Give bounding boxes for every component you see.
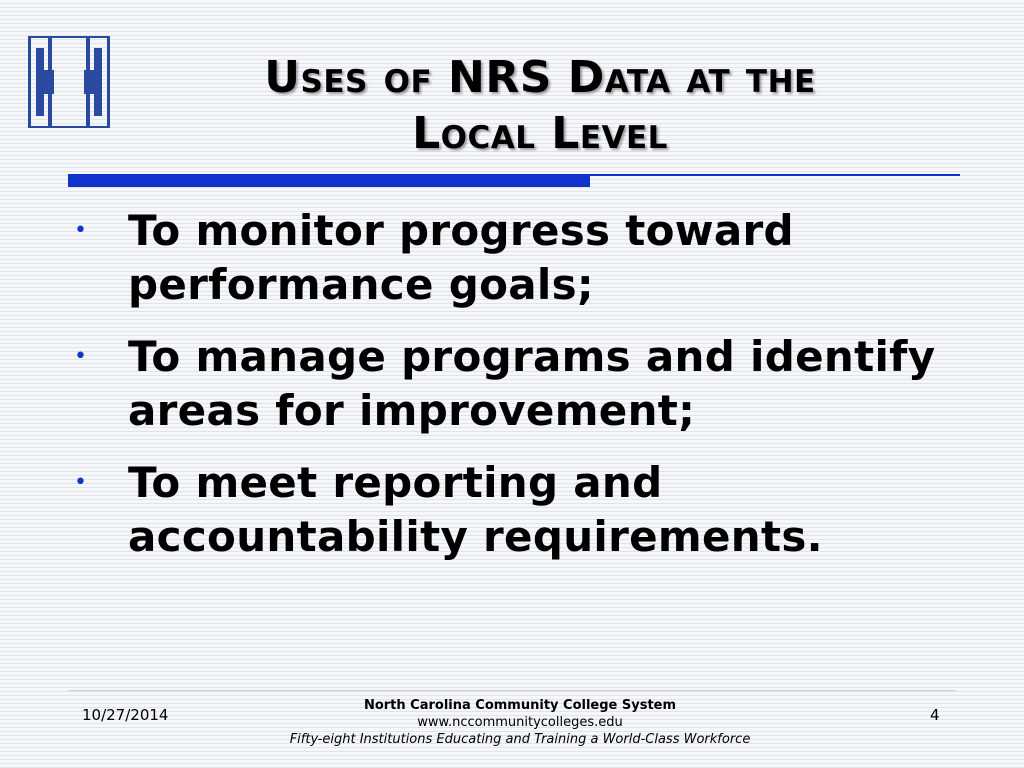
bullet-item <box>74 330 974 438</box>
bullet-item <box>74 204 974 312</box>
slide-title <box>150 50 930 162</box>
title-rule-thin <box>590 174 960 176</box>
footer-date: 10/27/2014 <box>82 706 169 724</box>
bullet-item <box>74 456 974 564</box>
footer-divider <box>68 690 956 691</box>
bullet-list <box>74 204 974 582</box>
footer-info <box>230 697 810 748</box>
bullet-icon: • <box>74 344 88 369</box>
bullet-icon: • <box>74 218 88 243</box>
bullet-text: To monitor progress toward performance goals; <box>128 206 794 309</box>
footer-organization: North Carolina Community College System <box>363 698 677 713</box>
nccs-logo-icon <box>26 34 112 130</box>
footer-tagline: Fifty-eight Institutions Educating and Training a World-Class Workforce <box>289 732 751 747</box>
page-number: 4 <box>930 706 940 724</box>
slide-title-line-2: Local Level <box>412 108 668 159</box>
title-rule-thick <box>68 174 590 187</box>
footer-url: www.nccommunitycolleges.edu <box>417 715 623 730</box>
bullet-text: To manage programs and identify areas for improvement; <box>128 332 936 435</box>
slide-title-line-1: Uses of NRS Data at the <box>264 52 816 103</box>
bullet-text: To meet reporting and accountability requirements. <box>128 458 823 561</box>
bullet-icon: • <box>74 470 88 495</box>
